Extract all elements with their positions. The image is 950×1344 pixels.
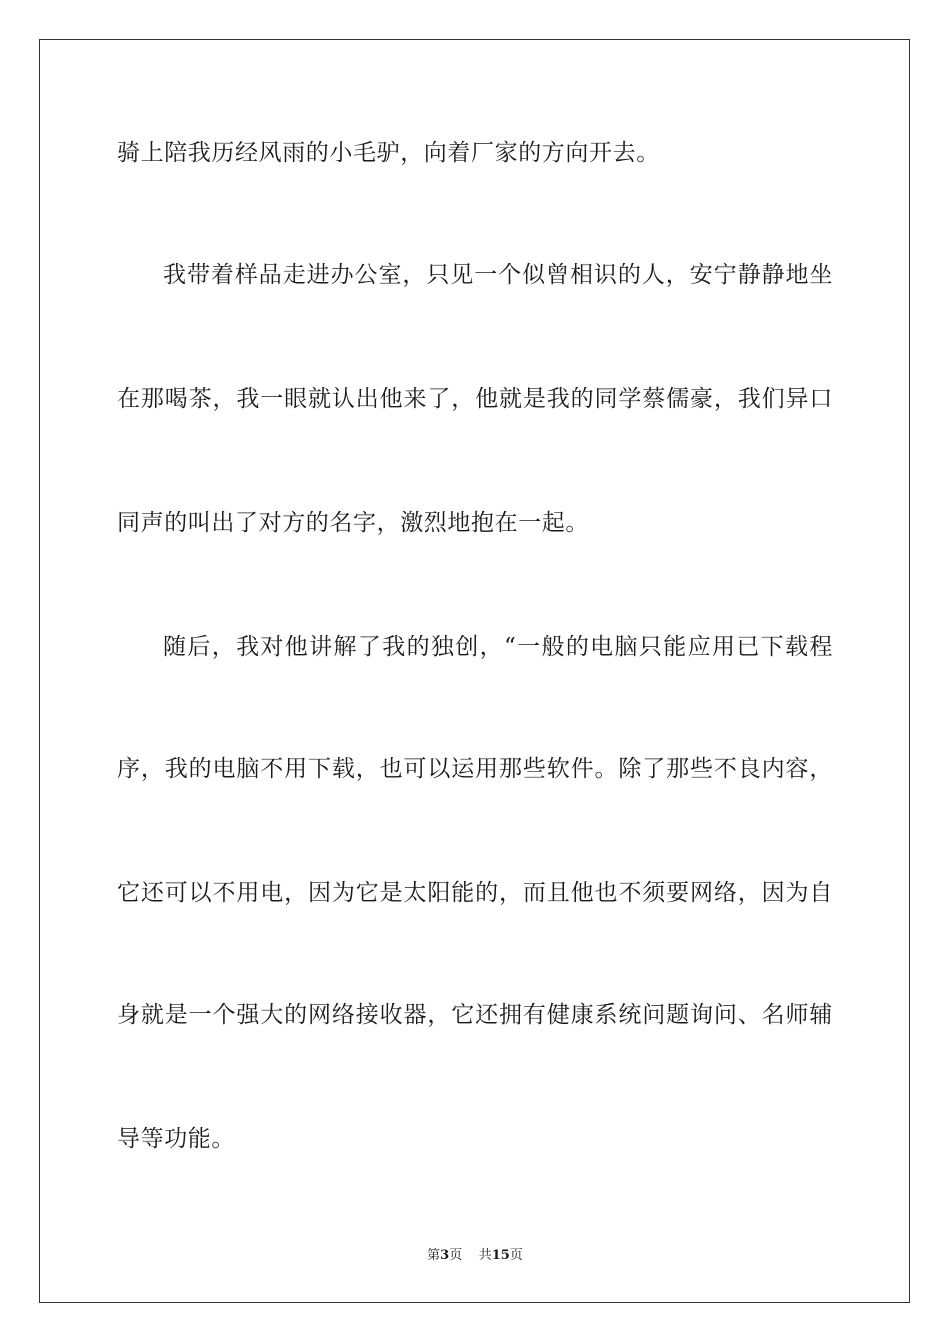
footer-page-number: 3 <box>440 1248 450 1263</box>
paragraph-line-5: 随后，我对他讲解了我的独创，“一般的电脑只能应用已下载程 <box>163 634 833 660</box>
footer-page-suffix: 页 <box>449 1248 463 1263</box>
page-border <box>39 39 910 1303</box>
paragraph-line-8: 身就是一个强大的网络接收器，它还拥有健康系统问题询问、名师辅 <box>117 1002 833 1028</box>
footer-total-suffix: 页 <box>509 1248 523 1263</box>
paragraph-line-2: 我带着样品走进办公室，只见一个似曾相识的人，安宁静静地坐 <box>163 262 833 288</box>
footer-total-pages: 15 <box>491 1248 510 1263</box>
footer-page-prefix: 第 <box>427 1248 441 1263</box>
paragraph-line-7: 它还可以不用电，因为它是太阳能的，而且他也不须要网络，因为自 <box>117 880 833 906</box>
paragraph-line-1: 骑上陪我历经风雨的小毛驴，向着厂家的方向开去。 <box>117 140 660 166</box>
page-footer <box>0 1247 950 1265</box>
paragraph-line-6: 序，我的电脑不用下载，也可以运用那些软件。除了那些不良内容， <box>117 756 833 782</box>
paragraph-line-9: 导等功能。 <box>117 1126 235 1152</box>
paragraph-line-4: 同声的叫出了对方的名字，激烈地抱在一起。 <box>117 510 589 536</box>
footer-total-prefix: 共 <box>478 1248 492 1263</box>
paragraph-line-3: 在那喝茶，我一眼就认出他来了，他就是我的同学蔡儒豪，我们异口 <box>117 386 833 412</box>
